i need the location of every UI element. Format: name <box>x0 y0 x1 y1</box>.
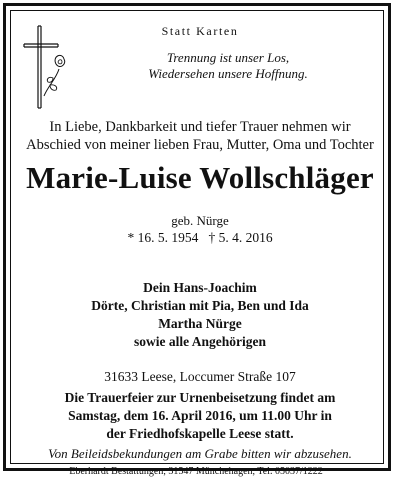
family-address: 31633 Leese, Loccumer Straße 107 <box>104 369 296 384</box>
motto-line-2: Wiedersehen unsere Hoffnung. <box>148 66 308 81</box>
mourner-line: sowie alle Angehörigen <box>134 334 266 349</box>
life-dates: * 16. 5. 1954 † 5. 4. 2016 <box>127 230 273 245</box>
birth-name: geb. Nürge <box>171 213 229 228</box>
motto-line-1: Trennung ist unser Los, <box>166 50 290 65</box>
mourner-line: Dörte, Christian mit Pia, Ben und Ida <box>91 298 309 313</box>
footer-divider <box>10 463 384 464</box>
ceremony-line: der Friedhofskapelle Leese statt. <box>106 426 294 441</box>
deceased-name: Marie-Luise Wollschläger <box>26 160 374 195</box>
mourner-line: Dein Hans-Joachim <box>143 280 257 295</box>
funeral-home-footer: Eberhardt Bestattungen, 31547 Münchehagen, Tel. 05037/1222 <box>69 466 323 477</box>
ceremony-line: Samstag, dem 16. April 2016, um 11.00 Uhr in <box>68 408 332 423</box>
statt-karten-label: Statt Karten <box>161 24 239 38</box>
mourner-line: Martha Nürge <box>158 316 242 331</box>
condolence-note: Von Beileidsbekundungen am Grabe bitten wir abzusehen. <box>48 446 352 461</box>
intro-line-2: Abschied von meiner lieben Frau, Mutter, Oma und Tochter <box>26 137 374 153</box>
intro-line-1: In Liebe, Dankbarkeit und tiefer Trauer nehmen wir <box>49 119 351 135</box>
ceremony-line: Die Trauerfeier zur Urnenbeisetzung findet am <box>64 390 336 405</box>
